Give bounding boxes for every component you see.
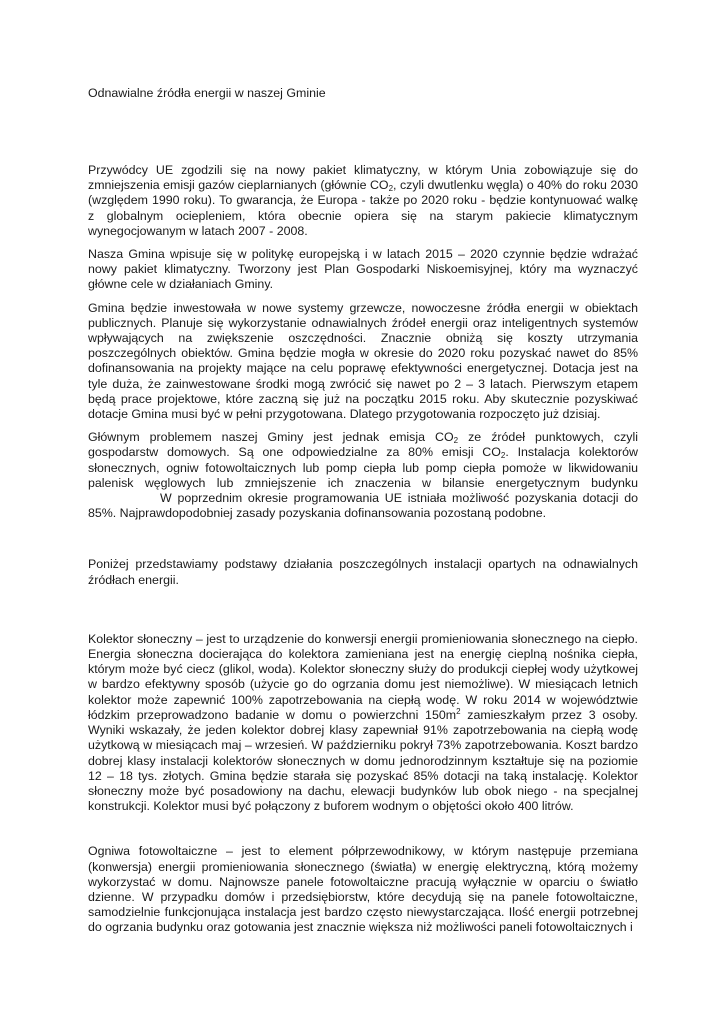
- text-run: Kolektor słoneczny – jest to urządzenie do konwersji energii promieniowania słonecznego na ciepło. Energia słoneczna docierająca do kolektora zamieniana jest na energię cieplną nośnika ciepła, którym może być ciecz (glikol, woda). Kolektor słoneczny służy do produkcji ciepłej wody użytkowej w bardzo efektywny sposób (użycie go do ogrzania domu jest niemożliwe). W miesiącach letnich kolektor może zapewnić 100% zapotrzebowania na ciepłą wodę. W roku 2014 w województwie łódzkim przeprowadzono badanie w domu o powierzchni 150m: [88, 631, 638, 722]
- subscript: 2: [453, 436, 459, 446]
- superscript: 2: [456, 706, 461, 716]
- paragraph-climate-package: [88, 163, 638, 239]
- text-run: zamieszkałym przez 3 osoby. Wyniki wskazały, że jeden kolektor dobrej klasy zapewniał 91% zapotrzebowania na ciepłą wodę użytkową w miesiącach maj – wrzesień. W październiku pokrył 73% zapotrzebowania. Koszt bardzo dobrej klasy instalacji kolektorów słonecznych w domu jednorodzinnym kształtuje się na poziomie 12 – 18 tys. złotych. Gmina będzie starała się pozyskać 85% dotacji na taką instalację. Kolektor słoneczny może być posadowiony na dachu, elewacji budynków lub obok niego - na specjalnej konstrukcji. Kolektor musi być połączony z buforem wodnym o objętości około 400 litrów.: [88, 707, 638, 814]
- text-run: W poprzednim okresie programowania UE istniała możliwość pozyskania dotacji do 85%. Najprawdopodobniej zasady pozyskania dofinansowania pozostaną podobne.: [88, 491, 638, 521]
- text-run: Przywódcy UE zgodzili się na nowy pakiet klimatyczny, w którym Unia zobowiązuje się do zmniejszenia emisji gazów cieplarnianych (głównie CO: [88, 163, 638, 193]
- text-run: Głównym problemem naszej Gminy jest jednak emisja CO: [88, 430, 454, 445]
- paragraph-municipality-policy: Nasza Gmina wpisuje się w politykę europejską i w latach 2015 – 2020 czynnie będzie wdrażać nowy pakiet klimatyczny. Tworzony jest Plan Gospodarki Niskoemisyjnej, który ma wyznaczyć główne cele w działaniach Gminy.: [88, 247, 638, 292]
- document-body: [88, 163, 638, 936]
- subscript: 2: [388, 184, 394, 194]
- paragraph-introduction: Poniżej przedstawiamy podstawy działania poszczególnych instalacji opartych na odnawialnych źródłach energii.: [88, 557, 638, 587]
- text-run: . Instalacja kolektorów słonecznych, ogniw fotowoltaicznych lub pomp ciepła lub pomp ciepła pomoże w likwidowaniu palenisk węglowych lub zmniejszenie ich znaczenia w bilansie energetycznym budynku: [88, 445, 638, 490]
- document-title: Odnawialne źródła energii w naszej Gminie: [88, 86, 326, 100]
- paragraph-investments: Gmina będzie inwestowała w nowe systemy grzewcze, nowoczesne źródła energii w obiektach publicznych. Planuje się wykorzystanie odnawialnych źródeł energii oraz inteligentnych systemów wpływających na zwiększenie oszczędności. Znacznie obniżą się koszty utrzymania poszczególnych obiektów. Gmina będzie mogła w okresie do 2020 roku pozyskać nawet do 85% dofinansowania na projekty mające na celu poprawę efektywności energetycznej. Dotacja jest na tyle duża, że zainwestowane środki mogą zwrócić się nawet po 2 – 3 latach. Pierwszym etapem będą prace projektowe, które zaczną się już na początku 2015 roku. Aby skutecznie pozyskiwać dotacje Gmina musi być w pełni przygotowana. Dlatego przygotowania rozpoczęto już dzisiaj.: [88, 300, 638, 422]
- text-run: , czyli dwutlenku węgla) o 40% do roku 2030 (względem 1990 roku). To gwarancja, że Europa - także po 2020 roku - będzie kontynuować walkę z globalnym ociepleniem, która obecnie opiera się na starym pakiecie klimatycznym wynegocjowanym w latach 2007 - 2008.: [88, 178, 638, 238]
- subscript: 2: [500, 451, 506, 461]
- paragraph-solar-collector: [88, 632, 638, 814]
- paragraph-emission-problem: [88, 430, 638, 521]
- text-run: ze źródeł punktowych, czyli gospodarstw domowych. Są one odpowiedzialne za 80% emisji CO: [88, 430, 638, 460]
- paragraph-photovoltaics: Ogniwa fotowoltaiczne – jest to element półprzewodnikowy, w którym następuje przemiana (konwersja) energii promieniowania słonecznego (światła) w energię elektryczną, którą możemy wykorzystać w domu. Najnowsze panele fotowoltaiczne pracują wyłącznie w oparciu o światło dzienne. W przypadku domów i przedsiębiorstw, które decydują się na panele fotowoltaiczne, samodzielnie funkcjonująca instalacja jest bardzo często niewystarczająca. Ilość energii potrzebnej do ogrzania budynku oraz gotowania jest znacznie większa niż możliwości paneli fotowoltaicznych i: [88, 844, 638, 935]
